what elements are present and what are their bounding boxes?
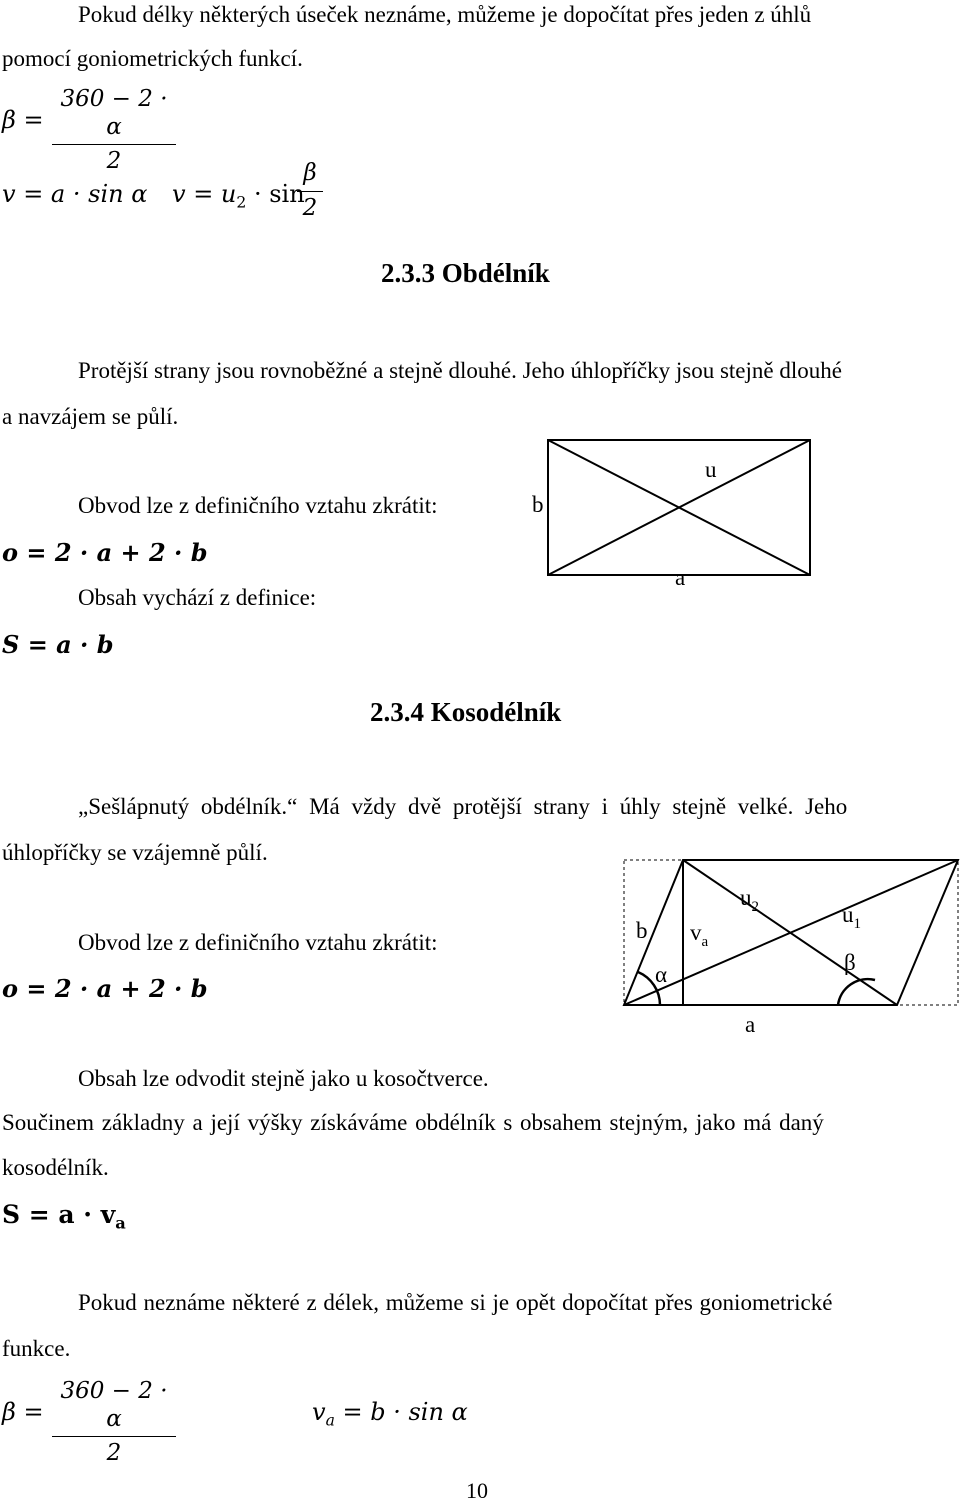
formula-beta-denominator: 2: [106, 148, 122, 175]
intro-line-2: pomocí goniometrických funkcí.: [2, 46, 303, 71]
para-perimeter-text: Obvod lze z definičního vztahu zkrátit:: [78, 930, 438, 955]
para-label-b: b: [636, 918, 648, 943]
section-heading-parallelogram: 2.3.4 Kosodélník: [370, 697, 562, 727]
section-heading-rectangle: 2.3.3 Obdélník: [381, 258, 550, 288]
page-number: 10: [466, 1478, 488, 1503]
para-area-text: Obsah lze odvodit stejně jako u kosočtverce.: [78, 1066, 489, 1091]
para-label-beta: β: [844, 950, 856, 975]
para-label-u1: $u_1$: [842, 902, 861, 932]
formula-beta-fraction: [52, 86, 176, 176]
rect-desc-line-2: a navzájem se půlí.: [2, 404, 179, 429]
rect-area-text: Obsah vychází z definice:: [78, 585, 317, 610]
rect-perimeter-text: Obvod lze z definičního vztahu zkrátit:: [78, 493, 438, 518]
para-label-a: a: [745, 1012, 756, 1037]
formula-beta-2-fraction: 360 − 2 · α 2: [52, 1378, 176, 1468]
goniometric-text-line-2: funkce.: [2, 1336, 71, 1361]
intro-line-1: Pokud délky některých úseček neznáme, můžeme je dopočítat přes jeden z úhlů: [78, 2, 812, 27]
formula-v-beta-half: β 2: [297, 160, 323, 222]
rect-label-a: a: [675, 565, 686, 590]
formula-va-b-sin: $v_a = b \cdot \sin \alpha$: [312, 1398, 468, 1430]
para-label-alpha: α: [655, 962, 668, 987]
rectangle-diagram: [532, 432, 820, 652]
goniometric-text-line-1: Pokud neznáme některé z délek, můžeme si je opět dopočítat přes goniometrické: [78, 1290, 833, 1315]
para-desc-line-1: „Sešlápnutý obdélník.“ Má vždy dvě protější strany i úhly stejně velké. Jeho: [78, 794, 848, 819]
para-area-desc-line-2: kosodélník.: [2, 1155, 109, 1180]
formula-beta-lhs: β =: [2, 106, 44, 134]
para-label-u2: $u_2$: [740, 885, 759, 915]
para-label-va: $v_a$: [690, 920, 709, 950]
angle-beta-arc: [838, 979, 875, 1005]
formula-v-a-sin: v = a · sin α: [2, 180, 148, 208]
formula-beta-2-lhs: β =: [2, 1398, 44, 1426]
rect-perimeter-formula: o = 2 · a + 2 · b: [2, 538, 208, 567]
formula-v-u2-sin: $v = u_2 \cdot \sin$: [172, 180, 305, 212]
para-area-desc-line-1: Součinem základny a její výšky získáváme obdélník s obsahem stejným, jako má daný: [2, 1110, 824, 1135]
rect-label-u: u: [705, 457, 717, 482]
rect-label-b: b: [532, 492, 544, 517]
formula-beta-numerator: 360 − 2 · α: [60, 86, 168, 140]
para-area-formula: $S = a \cdot v_a$: [2, 1200, 126, 1233]
para-perimeter-formula: o = 2 · a + 2 · b: [2, 974, 208, 1003]
parallelogram-diagram: [600, 850, 960, 1050]
para-desc-line-2: úhlopříčky se vzájemně půlí.: [2, 840, 268, 865]
rect-desc-line-1: Protější strany jsou rovnoběžné a stejně dlouhé. Jeho úhlopříčky jsou stejně dlouhé: [78, 358, 842, 383]
rect-area-formula: S = a · b: [2, 630, 114, 659]
